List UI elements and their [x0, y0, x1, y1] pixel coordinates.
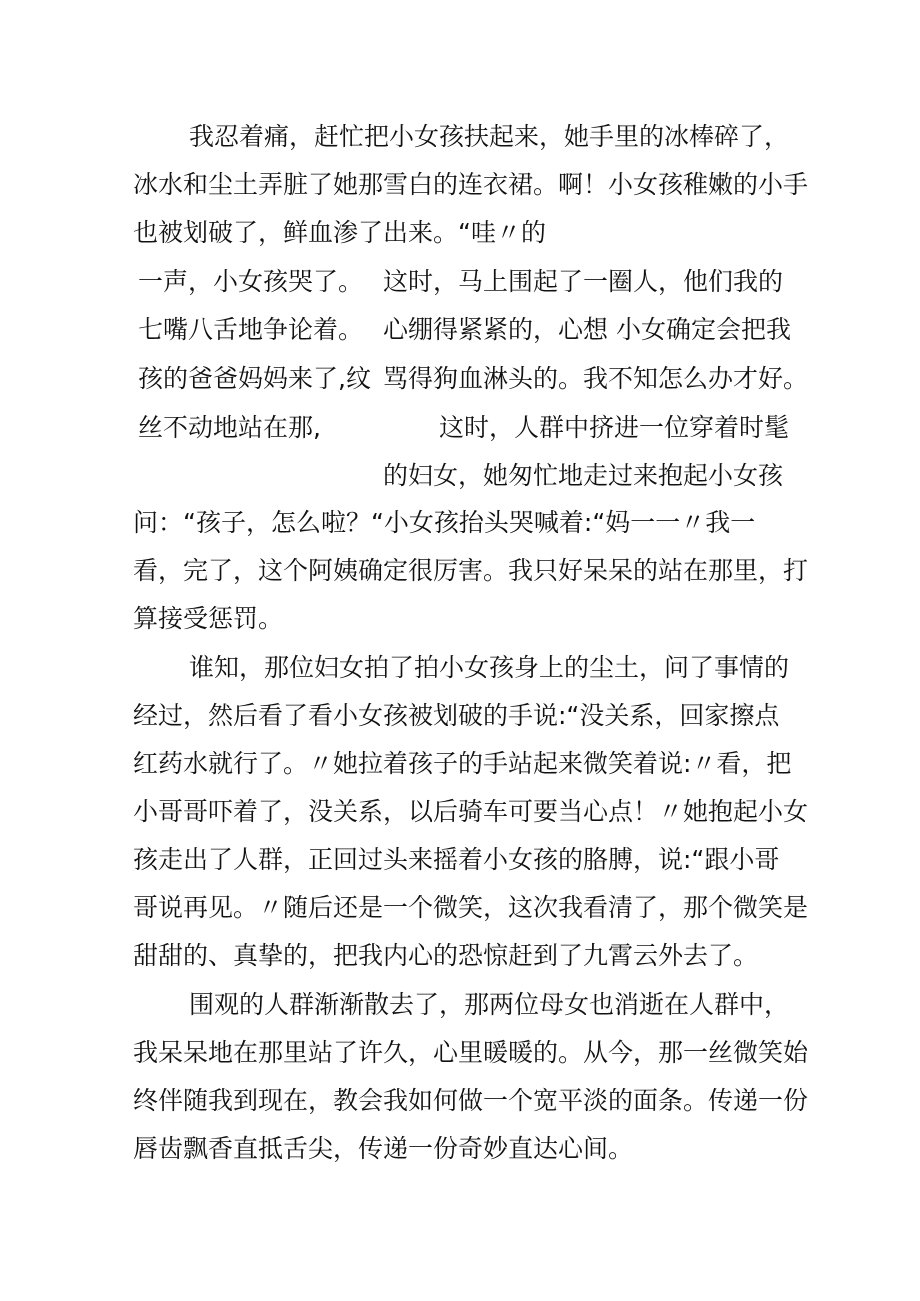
text-line: 唇齿飘香直抵舌尖，传递一份奇妙直达心间。 [133, 1134, 634, 1163]
text-line: 甜甜的、真挚的，把我内心的恐惊赶到了九霄云外去了。 [133, 941, 759, 970]
text-line: 哥说再见。〃随后还是一个微笑，这次我看清了，那个微笑是 [133, 893, 809, 922]
text-line: 算接受惩罚。 [133, 604, 284, 633]
text-line: 我呆呆地在那里站了许久，心里暖暖的。从今，那一丝微笑始 [133, 1038, 809, 1067]
text-line: 冰水和尘土弄脏了她那雪白的连衣裙。啊！小女孩稚嫩的小手 [133, 170, 809, 199]
text-line: 我忍着痛，赶忙把小女孩扶起来，她手里的冰棒碎了， [189, 122, 790, 151]
text-line: 红药水就行了。〃她拉着孩子的手站起来微笑着说:〃看，把 [133, 749, 792, 778]
right-column-line: 这时，人群中挤进一位穿着时髦 [439, 413, 790, 442]
right-column-line: 这时，马上围起了一圈人，他们我的 [383, 267, 784, 296]
text-line: 小哥哥吓着了，没关系，以后骑车可要当心点！〃她抱起小女 [133, 797, 809, 826]
left-column-line: 一声，小女孩哭了。 [138, 267, 364, 296]
text-line: 也被划破了，鲜血渗了出来。“哇〃的 [133, 218, 546, 247]
text-line: 孩走出了人群，正回过头来摇着小女孩的胳膊，说:“跟小哥 [133, 845, 780, 874]
text-line: 谁知，那位妇女拍了拍小女孩身上的尘土，问了事情的 [189, 653, 790, 682]
left-column-line: 孩的爸爸妈妈来了,纹 [138, 364, 371, 393]
text-line: 经过，然后看了看小女孩被划破的手说:“没关系，回家擦点 [133, 701, 780, 730]
right-column-line: 的妇女，她匆忙地走过来抱起小女孩 [383, 461, 784, 490]
text-line: 问：“孩子，怎么啦？“小女孩抬头哭喊着:“妈一一〃我一 [133, 508, 756, 537]
text-line: 围观的人群渐渐散去了，那两位母女也消逝在人群中， [189, 990, 790, 1019]
right-column-line: 心绷得紧紧的，心想 小女确定会把我 [383, 315, 791, 344]
left-column-line: 丝不动地站在那, [138, 413, 321, 442]
left-column-line: 七嘴八舌地争论着。 [138, 315, 364, 344]
text-line: 终伴随我到现在，教会我如何做一个宽平淡的面条。传递一份 [133, 1086, 809, 1115]
text-line: 看，完了，这个阿姨确定很厉害。我只好呆呆的站在那里，打 [133, 556, 809, 585]
right-column-line: 骂得狗血淋头的。我不知怎么办才好。 [383, 364, 809, 393]
